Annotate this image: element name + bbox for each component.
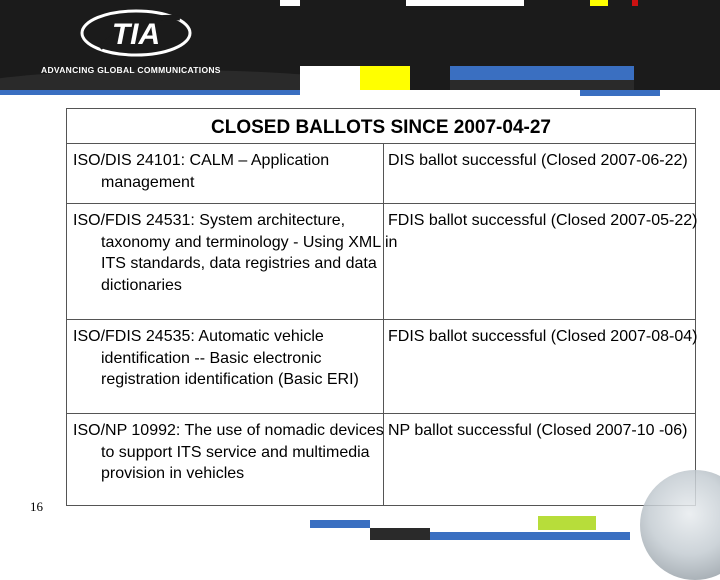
doc-id: ISO/FDIS 24535 — [73, 328, 191, 345]
doc-title: : System architecture, taxonomy and terminology - Using XML in ITS standards, data registries and data dictionaries — [101, 212, 398, 294]
table-row — [67, 204, 698, 320]
deco-block-blue-under — [580, 90, 660, 96]
ballot-status: DIS ballot successful (Closed 2007-06-22) — [388, 152, 688, 169]
doc-title: : Automatic vehicle identification -- Basic electronic registration identification (Basic ERI) — [101, 328, 359, 388]
logo-text: TIA — [111, 18, 161, 51]
deco-block-blue-bottom — [310, 520, 370, 528]
deco-block-white-top — [280, 0, 300, 6]
ballot-item — [73, 150, 401, 193]
ballot-status: NP ballot successful (Closed 2007-10 -06) — [388, 422, 688, 439]
table-row — [67, 414, 695, 506]
doc-title: : The use of nomadic devices to support ITS service and multimedia provision in vehicles — [101, 422, 384, 482]
ballot-item — [73, 210, 401, 296]
ballot-item — [73, 420, 401, 485]
deco-block-yellow-top — [590, 0, 608, 6]
doc-title: : CALM – Application management — [101, 152, 330, 191]
tia-logo — [80, 8, 192, 58]
deco-block-dark-bottom — [370, 528, 430, 540]
deco-block-dark-mid — [450, 80, 634, 90]
table-title: CLOSED BALLOTS SINCE 2007-04-27 — [67, 109, 695, 144]
ballot-status: FDIS ballot successful (Closed 2007-05-22) — [388, 212, 698, 229]
ballot-status: FDIS ballot successful (Closed 2007-08-04) — [388, 328, 698, 345]
ballot-item — [73, 326, 401, 391]
table-row — [67, 320, 698, 414]
deco-block-blue-mid — [450, 66, 634, 80]
deco-block-blue-bottom-2 — [430, 532, 630, 540]
ballots-table — [66, 108, 696, 506]
deco-block-blue-side — [0, 90, 300, 95]
deco-block-yellow-mid — [360, 66, 410, 90]
page-number: 16 — [30, 499, 43, 514]
deco-block-white-top-2 — [406, 0, 524, 6]
table-row — [67, 144, 695, 204]
deco-block-green-bottom — [538, 516, 596, 530]
deco-block-white-mid — [300, 66, 360, 90]
doc-id: ISO/DIS 24101 — [73, 152, 181, 169]
doc-id: ISO/NP 10992 — [73, 422, 176, 439]
doc-id: ISO/FDIS 24531 — [73, 212, 191, 229]
deco-block-red-top — [632, 0, 638, 6]
tagline: ADVANCING GLOBAL COMMUNICATIONS — [41, 65, 221, 75]
